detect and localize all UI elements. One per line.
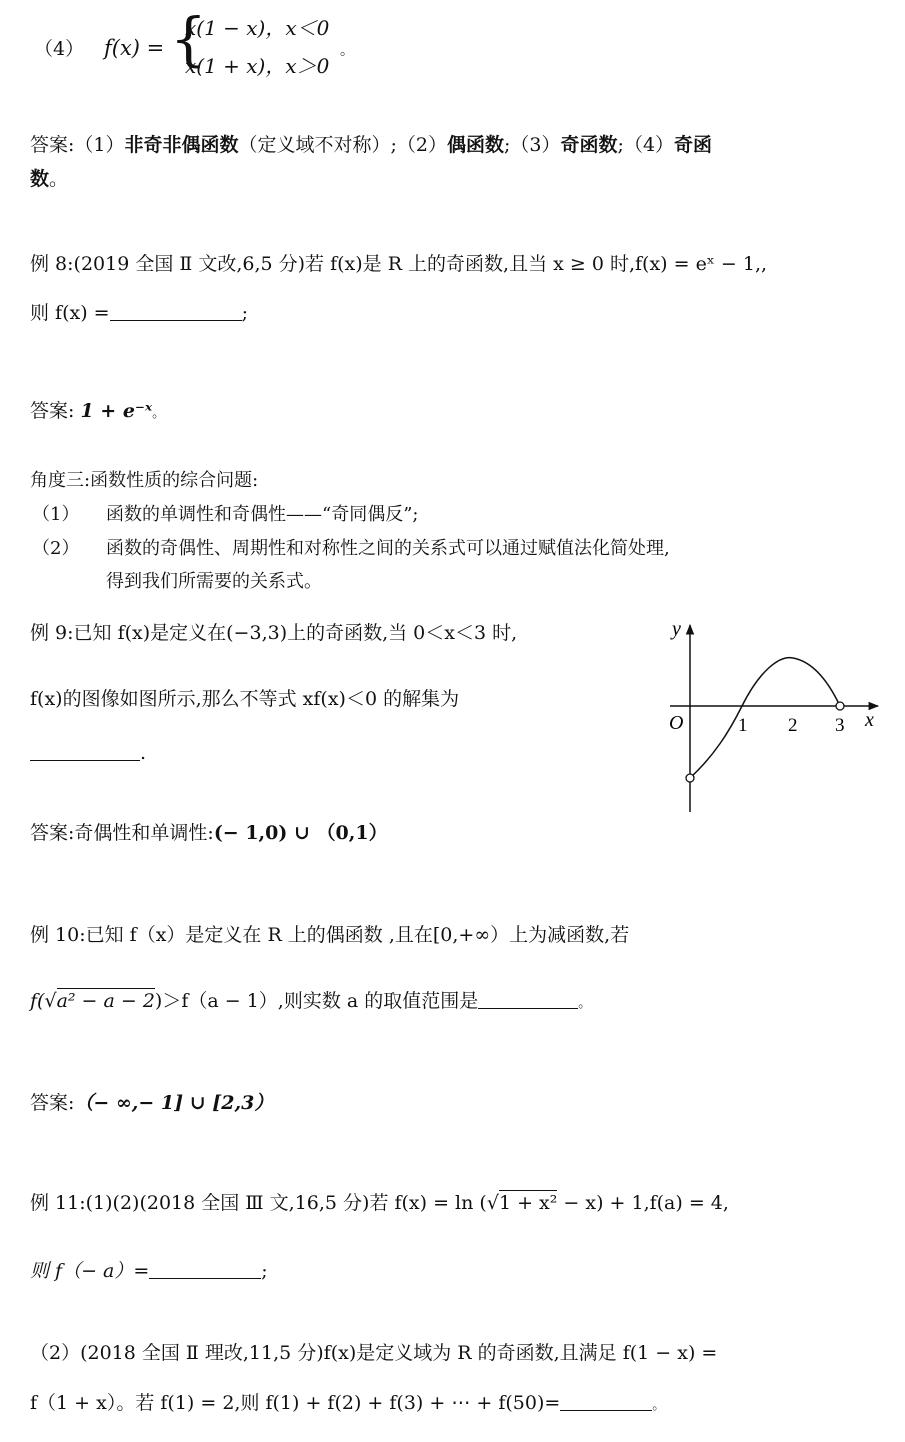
angle3-title: 角度三:函数性质的综合问题: bbox=[30, 470, 259, 491]
ex11-line2 bbox=[30, 1262, 268, 1281]
ex11b-line1: （2）(2018 全国 Ⅱ 理改,11,5 分)f(x)是定义域为 R 的奇函数,且满足 f(1 − x) = bbox=[30, 1342, 718, 1364]
ex11-line2-prefix: 则 f（− a）= bbox=[30, 1260, 150, 1282]
y-label: y bbox=[672, 618, 681, 640]
answer9-prefix: 答案:奇偶性和单调性: bbox=[30, 822, 214, 844]
part4-fx: f(x) = bbox=[104, 36, 165, 60]
ex10-line2-b: )＞f（a − 1）,则实数 a 的取值范围是 bbox=[154, 990, 479, 1012]
answer10 bbox=[30, 1094, 273, 1113]
part4-label: （4） bbox=[34, 38, 85, 60]
answer8-value: 1 + e⁻ˣ bbox=[80, 400, 153, 422]
ex11-line1 bbox=[30, 1194, 729, 1213]
answer-blank bbox=[30, 746, 140, 761]
ex11-line1-a: 例 11:(1)(2)(2018 全国 Ⅲ 文,16,5 分)若 f(x) = ln ( bbox=[30, 1192, 487, 1214]
answer1-prefix: 答案:（1） bbox=[30, 134, 125, 156]
ex11-line1-b: − x) + 1,f(a) = 4, bbox=[557, 1192, 729, 1214]
answer10-prefix: 答案: bbox=[30, 1092, 75, 1114]
angle3-item1-text: 函数的单调性和奇偶性——“奇同偶反”; bbox=[106, 504, 419, 525]
sqrt-sign: √ bbox=[44, 990, 57, 1012]
ex8-line1: 例 8:(2019 全国 Ⅱ 文改,6,5 分)若 f(x)是 R 上的奇函数,且当 x ≥ 0 时,f(x) = eˣ − 1,, bbox=[30, 253, 768, 275]
function-curve bbox=[690, 658, 840, 778]
angle3-item2-text2: 得到我们所需要的关系式。 bbox=[106, 571, 322, 592]
answer10-value: （− ∞,− 1] ∪ [2,3） bbox=[74, 1092, 274, 1114]
origin-label: O bbox=[669, 712, 684, 734]
angle3-item2-num: （2） bbox=[32, 538, 80, 559]
answer9-value: (− 1,0) ∪ （0,1） bbox=[213, 822, 388, 844]
function-graph bbox=[660, 615, 890, 820]
ex9-line3 bbox=[30, 744, 146, 763]
piecewise-brace: { bbox=[170, 5, 207, 73]
answer8 bbox=[30, 402, 165, 421]
answer1-note: （定义域不对称）;（2） bbox=[238, 134, 448, 156]
ex10-line2-end: 。 bbox=[578, 996, 592, 1011]
ex11-sqrt: 1 + x² bbox=[498, 1192, 558, 1214]
answer1-end: 。 bbox=[49, 168, 69, 190]
ex9-line2: f(x)的图像如图所示,那么不等式 xf(x)＜0 的解集为 bbox=[30, 688, 460, 710]
angle3-item1-num: （1） bbox=[32, 504, 80, 525]
angle3-item2-text: 函数的奇偶性、周期性和对称性之间的关系式可以通过赋值法化简处理, bbox=[106, 538, 670, 559]
answer1-line1 bbox=[30, 136, 712, 155]
x-label: x bbox=[865, 709, 874, 731]
answer1-a4-start: 奇函 bbox=[674, 134, 713, 156]
answer1-a4-end: 数 bbox=[30, 168, 50, 190]
answer-blank bbox=[110, 306, 242, 321]
ex9-line3-end: . bbox=[140, 742, 147, 764]
answer1-sep3: ;（3） bbox=[504, 134, 561, 156]
ex8-line2-end: ; bbox=[241, 302, 248, 324]
answer1-a2: 偶函数 bbox=[447, 134, 505, 156]
answer-blank bbox=[478, 994, 578, 1009]
ex8-line2 bbox=[30, 304, 248, 323]
answer8-prefix: 答案: bbox=[30, 400, 75, 422]
tick-label: 1 bbox=[738, 715, 748, 736]
answer-blank bbox=[149, 1264, 261, 1279]
sqrt-sign: √ bbox=[486, 1192, 499, 1214]
answer9 bbox=[30, 824, 388, 843]
ex8-line2-prefix: 则 f(x) = bbox=[30, 302, 110, 324]
ex10-line2-a: f( bbox=[30, 990, 45, 1012]
open-point-left bbox=[686, 774, 694, 782]
part4-end: 。 bbox=[340, 43, 354, 59]
ex11b-line2-prefix: f（1 + x）。若 f(1) = 2,则 f(1) + f(2) + f(3) + ⋯ + f(50)= bbox=[30, 1392, 561, 1414]
answer8-end: 。 bbox=[152, 406, 166, 421]
part4-case2: x(1 + x)，x＞0 bbox=[185, 54, 330, 78]
answer1-a1: 非奇非偶函数 bbox=[124, 134, 239, 156]
ex10-sqrt: a² − a − 2 bbox=[56, 990, 155, 1012]
ex11b-line2 bbox=[30, 1394, 665, 1413]
answer1-sep4: ;（4） bbox=[617, 134, 675, 156]
ex11b-line2-end: 。 bbox=[652, 1398, 666, 1413]
tick-label: 3 bbox=[835, 715, 845, 736]
answer-blank bbox=[560, 1396, 652, 1411]
tick-label: 2 bbox=[788, 715, 798, 736]
ex9-line1: 例 9:已知 f(x)是定义在(−3,3)上的奇函数,当 0＜x＜3 时, bbox=[30, 622, 518, 644]
ex10-line2 bbox=[30, 992, 591, 1011]
ex10-line1: 例 10:已知 f（x）是定义在 R 上的偶函数 ,且在[0,+∞）上为减函数,若 bbox=[30, 924, 630, 946]
answer1-a3: 奇函数 bbox=[560, 134, 618, 156]
part4-case1: x(1 − x)，x＜0 bbox=[185, 16, 330, 40]
open-point-right bbox=[836, 702, 844, 710]
ex11-line2-end: ; bbox=[261, 1260, 268, 1282]
answer1-line2 bbox=[30, 170, 68, 189]
